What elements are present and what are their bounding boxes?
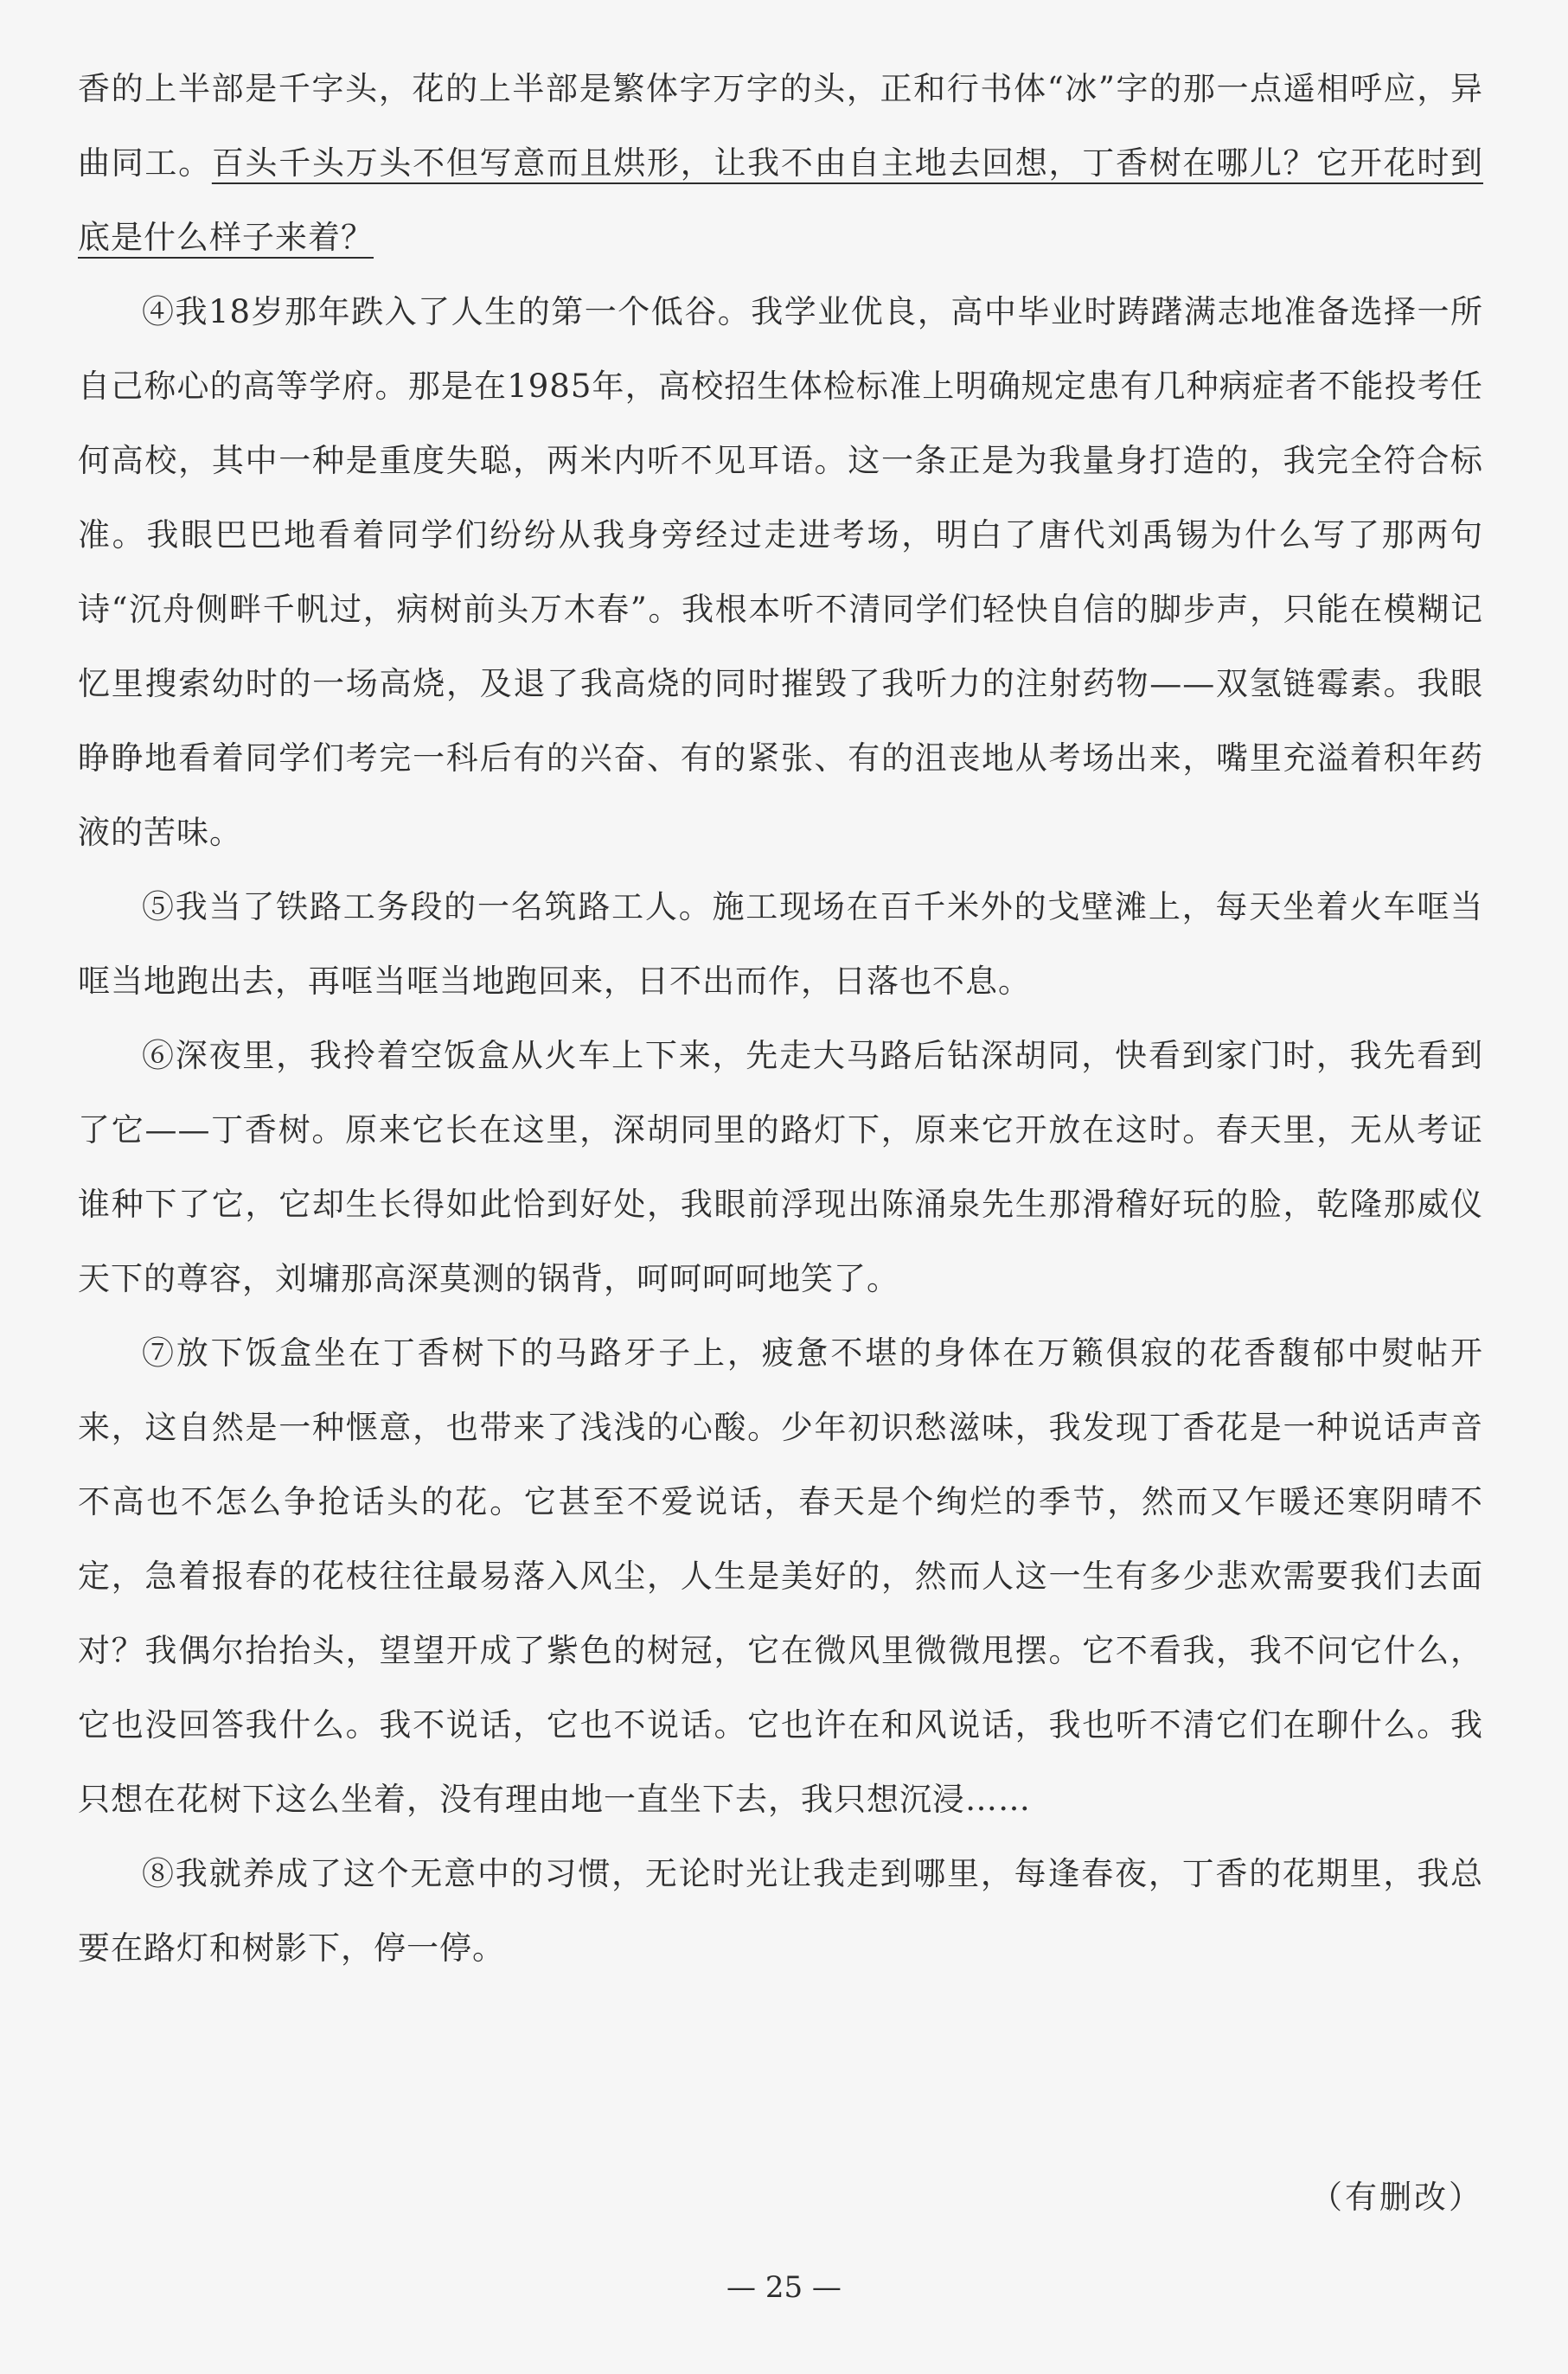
underlined-sentence: 百头千头万头不但写意而且烘形，让我不由自主地去回想，丁香树在哪儿？它开花时到底是什么样子来着？ <box>78 144 1484 256</box>
source-note: （有删改） <box>1310 2179 1483 2216</box>
paragraph-8: ⑧我就养成了这个无意中的习惯，无论时光让我走到哪里，每逢春夜，丁香的花期里，我总要在路灯和树影下，停一停。 <box>78 1855 1483 1967</box>
paragraph-4: ④我18岁那年跌入了人生的第一个低谷。我学业优良，高中毕业时踌躇满志地准备选择一所自己称心的高等学府。那是在1985年，高校招生体检标准上明确规定患有几种病症者不能投考任何高校，其中一种是重度失聪，两米内听不见耳语。这一条正是为我量身打造的，我完全符合标准。我眼巴巴地看着同学们纷纷从我身旁经过走进考场，明白了唐代刘禹锡为什么写了那两句诗“沉舟侧畔千帆过，病树前头万木春”。我根本听不清同学们轻快自信的脚步声，只能在模糊记忆里搜索幼时的一场高烧，及退了我高烧的同时摧毁了我听力的注射药物——双氢链霉素。我眼睁睁地看着同学们考完一科后有的兴奋、有的紧张、有的沮丧地从考场出来，嘴里充溢着积年药液的苦味。 <box>78 293 1483 851</box>
page-number: — 25 — <box>726 2270 842 2305</box>
article-body <box>78 52 1483 1986</box>
paragraph-text: 香的上半部是千字头，花的上半部是繁体字万字的头，正和行书体“冰”字的那一点遥相呼应，异曲同工。 <box>78 70 1483 182</box>
paragraph-6: ⑥深夜里，我拎着空饭盒从火车上下来，先走大马路后钻深胡同，快看到家门时，我先看到了它——丁香树。原来它长在这里，深胡同里的路灯下，原来它开放在这时。春天里，无从考证谁种下了它，它却生长得如此恰到好处，我眼前浮现出陈涌泉先生那滑稽好玩的脸，乾隆那威仪天下的尊容，刘墉那高深莫测的锅背，呵呵呵呵地笑了。 <box>78 1037 1483 1297</box>
paragraph-5: ⑤我当了铁路工务段的一名筑路工人。施工现场在百千米外的戈壁滩上，每天坐着火车哐当哐当地跑出去，再哐当哐当地跑回来，日不出而作，日落也不息。 <box>78 888 1483 1000</box>
paragraph-continued <box>78 52 1483 275</box>
paragraph-7: ⑦放下饭盒坐在丁香树下的马路牙子上，疲惫不堪的身体在万籁俱寂的花香馥郁中熨帖开来，这自然是一种惬意，也带来了浅浅的心酸。少年初识愁滋味，我发现丁香花是一种说话声音不高也不怎么争抢话头的花。它甚至不爱说话，春天是个绚烂的季节，然而又乍暖还寒阴晴不定，急着报春的花枝往往最易落入风尘，人生是美好的，然而人这一生有多少悲欢需要我们去面对？我偶尔抬抬头，望望开成了紫色的树冠，它在微风里微微甩摆。它不看我，我不问它什么，它也没回答我什么。我不说话，它也不说话。它也许在和风说话，我也听不清它们在聊什么。我只想在花树下这么坐着，没有理由地一直坐下去，我只想沉浸…… <box>78 1334 1483 1818</box>
